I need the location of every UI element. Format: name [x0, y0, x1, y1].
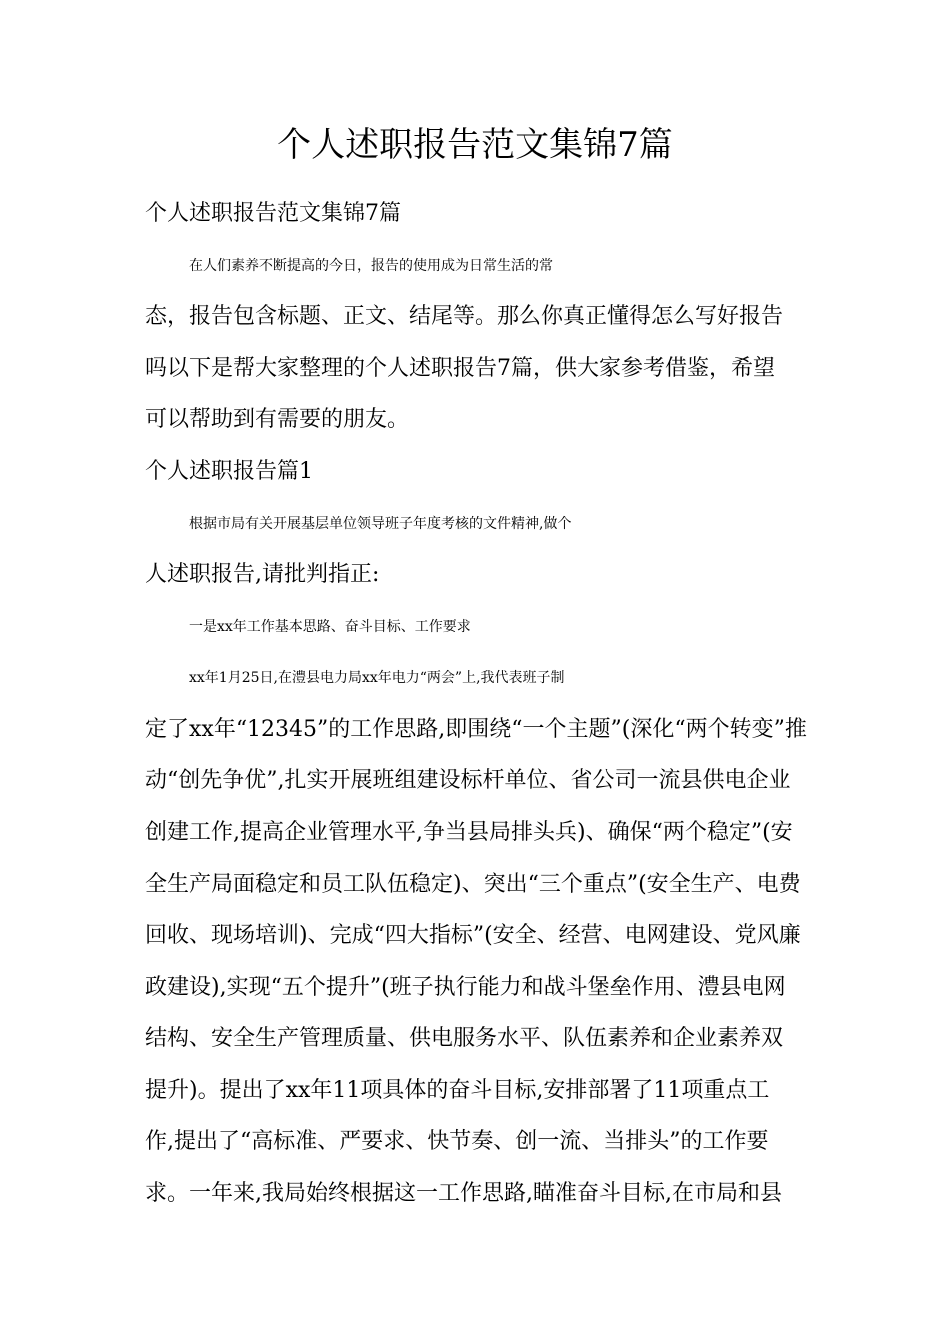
body-line: 结构、安全生产管理质量、供电服务水平、队伍素养和企业素养双 — [145, 1026, 784, 1051]
body-line: 一是xx年工作基本思路、奋斗目标、工作要求 — [189, 619, 471, 635]
body-line: 求。一年来,我局始终根据这一工作思路,瞄准奋斗目标,在市局和县 — [145, 1181, 782, 1206]
section-heading: 个人述职报告篇1 — [145, 459, 313, 484]
body-line: 根据市局有关开展基层单位领导班子年度考核的文件精神,做个 — [189, 516, 572, 532]
document-title: 个人述职报告范文集锦7篇 — [277, 125, 673, 165]
body-line: xx年1月25日,在澧县电力局xx年电力“两会”上,我代表班子制 — [189, 670, 565, 686]
body-line: 可以帮助到有需要的朋友。 — [145, 407, 410, 432]
body-line: 全生产局面稳定和员工队伍稳定)、突出“三个重点”(安全生产、电费 — [145, 872, 801, 897]
body-line: 动“创先争优”,扎实开展班组建设标杆单位、省公司一流县供电企业 — [145, 768, 791, 793]
body-line: 在人们素养不断提高的今日，报告的使用成为日常生活的常 — [189, 258, 553, 274]
body-line: 回收、现场培训)、完成“四大指标”(安全、经营、电网建设、党风廉 — [145, 923, 801, 948]
body-line: 定了xx年“12345”的工作思路,即围绕“一个主题”(深化“两个转变”推 — [145, 717, 807, 742]
body-line: 政建设),实现“五个提升”(班子执行能力和战斗堡垒作用、澧县电网 — [145, 975, 786, 1000]
body-line: 态，报告包含标题、正文、结尾等。那么你真正懂得怎么写好报告 — [145, 304, 784, 329]
subtitle-line: 个人述职报告范文集锦7篇 — [145, 201, 401, 226]
body-line: 人述职报告,请批判指正: — [145, 562, 380, 587]
body-line: 吗以下是帮大家整理的个人述职报告7篇，供大家参考借鉴，希望 — [145, 356, 775, 381]
body-line: 提升)。提出了xx年11项具体的奋斗目标,安排部署了11项重点工 — [145, 1078, 770, 1103]
body-line: 作,提出了“高标准、严要求、快节奏、创一流、当排头”的工作要 — [145, 1129, 769, 1154]
body-line: 创建工作,提高企业管理水平,争当县局排头兵)、确保“两个稳定”(安 — [145, 820, 793, 845]
